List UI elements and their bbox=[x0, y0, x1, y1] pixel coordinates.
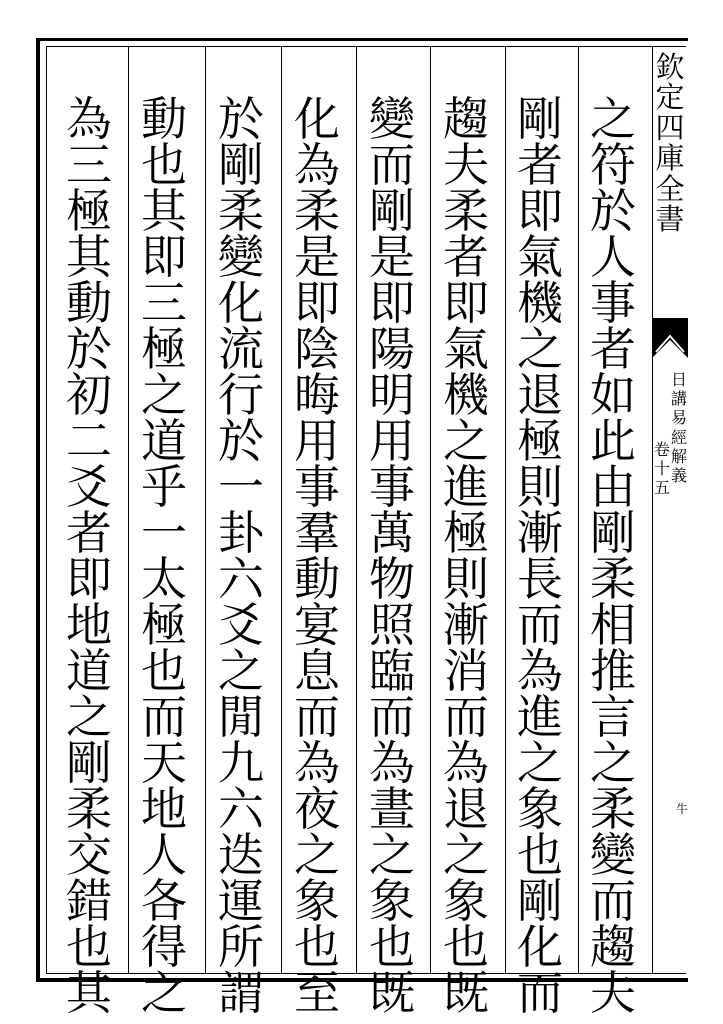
text-column: 動 也 其 即 三 極 之 道 乎 一 太 極 也 而 天 地 人 各 得 之 bbox=[141, 92, 187, 1020]
text-column: 之 符 於 人 事 者 如 此 由 剛 柔 相 推 言 之 柔 變 而 趨 夫 bbox=[590, 92, 636, 1020]
margin-subtitle: 日 講 易 經 解 義 bbox=[670, 370, 687, 485]
margin-volume: 卷 十 五 bbox=[653, 440, 670, 498]
fishtail-ornament bbox=[652, 318, 688, 358]
text-column: 為 三 極 其 動 於 初 二 爻 者 即 地 道 之 剛 柔 交 錯 也 其 bbox=[66, 92, 112, 1020]
page-mark: 牛 bbox=[676, 802, 689, 816]
margin-title: 欽 定 四 庫 全 書 bbox=[655, 50, 685, 237]
text-column: 變 而 剛 是 即 陽 明 用 事 萬 物 照 臨 而 為 晝 之 象 也 既 bbox=[369, 92, 415, 1020]
text-column: 趨 夫 柔 者 即 氣 機 之 進 極 則 漸 消 而 為 退 之 象 也 既 bbox=[443, 92, 489, 1020]
text-column: 於 剛 柔 變 化 流 行 於 一 卦 六 爻 之 閒 九 六 迭 運 所 謂 bbox=[218, 92, 264, 1020]
text-column: 化 為 柔 是 即 陰 晦 用 事 羣 動 宴 息 而 為 夜 之 象 也 至 bbox=[294, 92, 340, 1020]
text-column: 剛 者 即 氣 機 之 退 極 則 漸 長 而 為 進 之 象 也 剛 化 而 bbox=[517, 92, 563, 1020]
